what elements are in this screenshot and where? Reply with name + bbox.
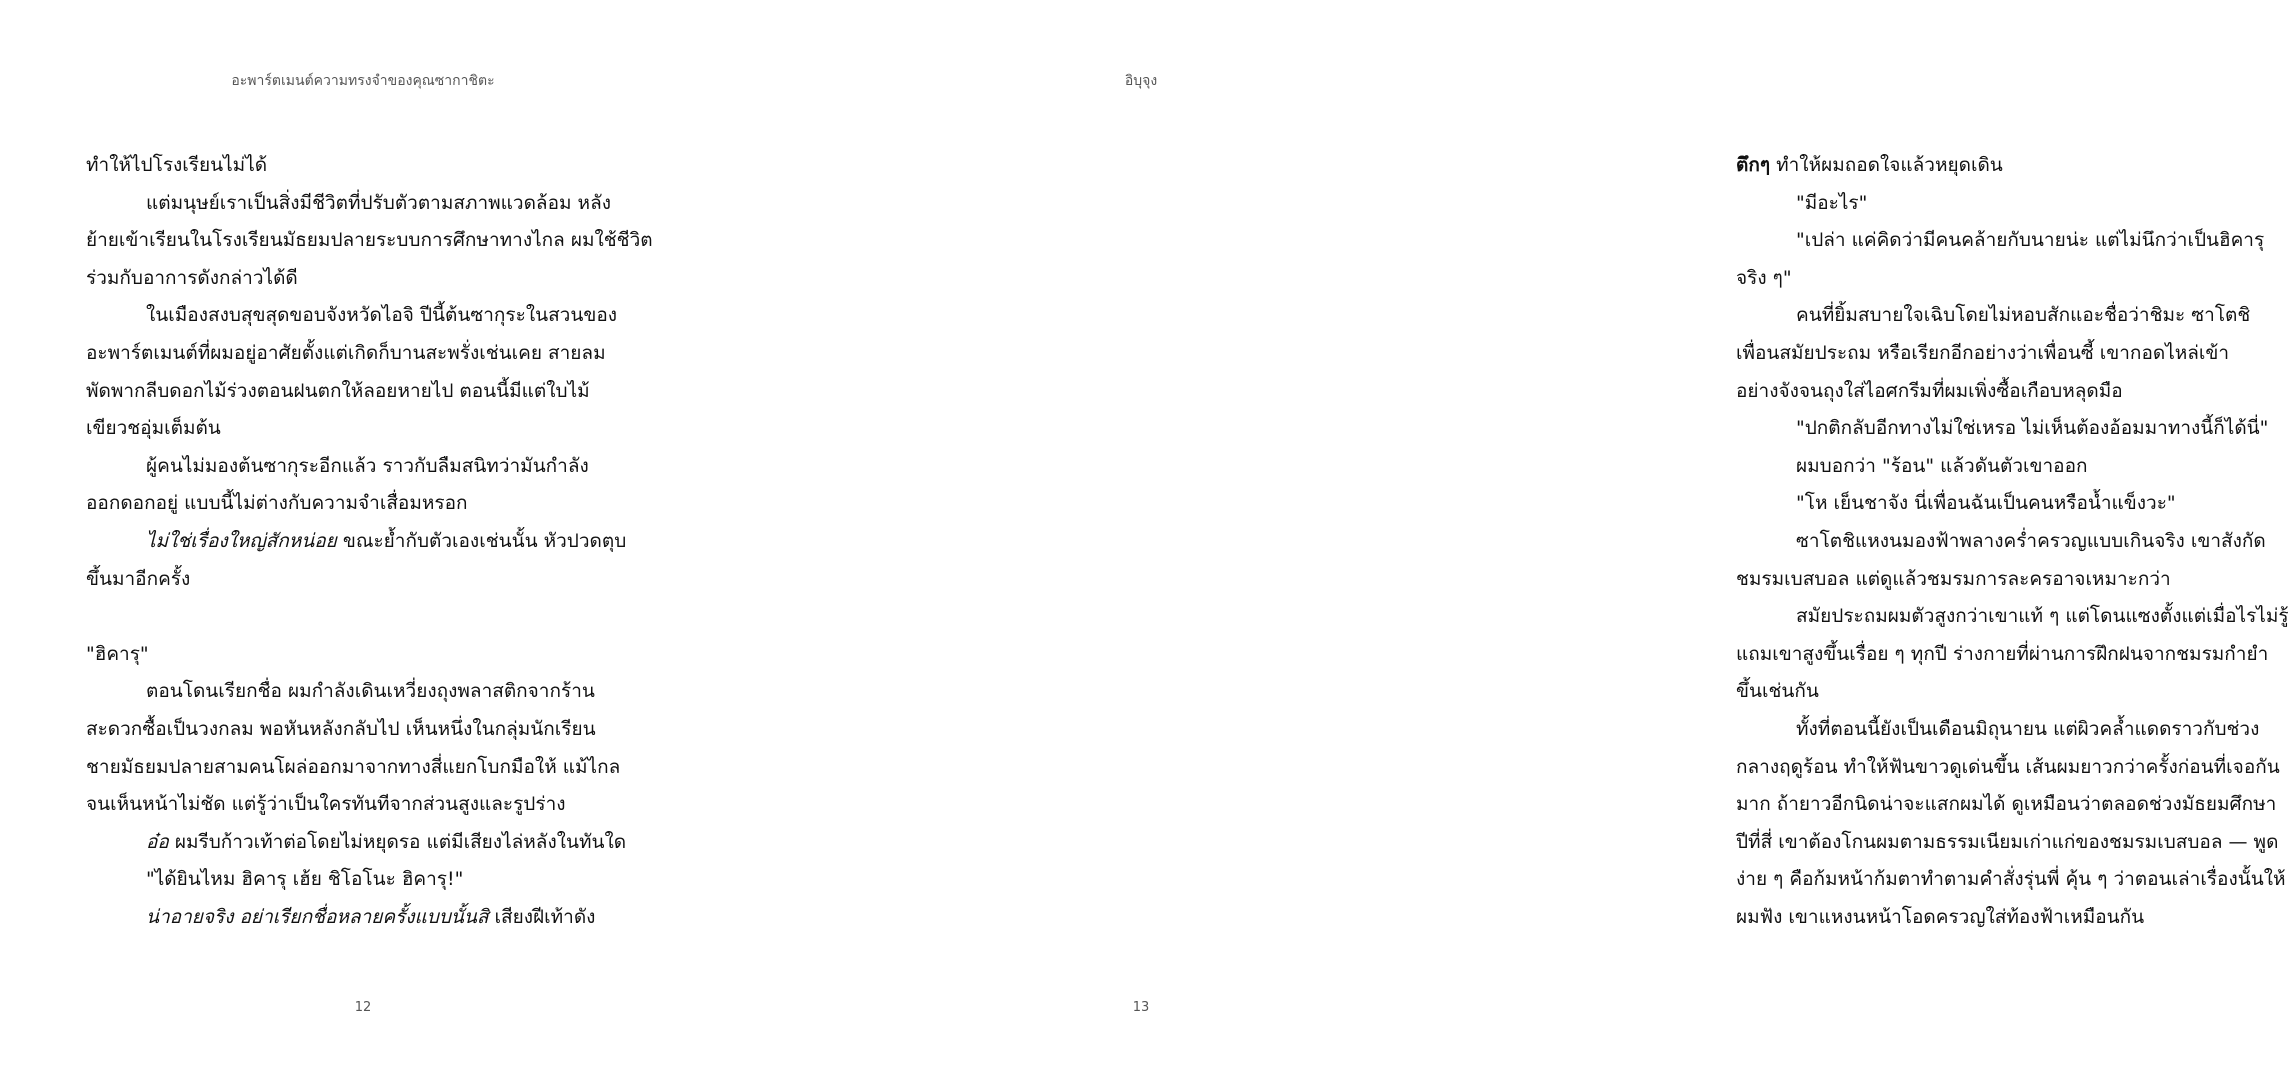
- left-page: [0, 0, 750, 1087]
- text-line: ไม่ใช่เรื่องใหญ่สักหน่อย ขณะย้ำกับตัวเองเช่นนั้น หัวปวดตุบ: [146, 529, 627, 552]
- text-line: อะพาร์ตเมนต์ที่ผมอยู่อาศัยตั้งแต่เกิดก็บานสะพรั่งเช่นเคย สายลม: [86, 341, 606, 364]
- text-line: จริง ๆ": [1736, 266, 1792, 289]
- text-line: "ปกติกลับอีกทางไม่ใช่เหรอ ไม่เห็นต้องอ้อมมาทางนี้ก็ได้นี่": [1796, 417, 2269, 440]
- text-line: "ฮิคารุ": [86, 642, 149, 665]
- text-line: ง่าย ๆ คือก้มหน้าก้มตาทำตามคำสั่งรุ่นพี่ คุ้น ๆ ว่าตอนเล่าเรื่องนั้นให้: [1736, 868, 2286, 891]
- text-line: อ๋อ ผมรีบก้าวเท้าต่อโดยไม่หยุดรอ แต่มีเสียงไล่หลังในทันใด: [146, 830, 627, 853]
- italic-thought: ไม่ใช่เรื่องใหญ่สักหน่อย: [146, 529, 337, 552]
- left-page-body: [86, 147, 653, 936]
- text-line: สมัยประถมผมตัวสูงกว่าเขาแท้ ๆ แต่โดนแซงตั้งแต่เมื่อไรไม่รู้: [1796, 605, 2289, 628]
- text-line: แต่มนุษย์เราเป็นสิ่งมีชีวิตที่ปรับตัวตามสภาพแวดล้อม หลัง: [146, 191, 611, 214]
- right-page-body: [1736, 147, 2289, 936]
- text-line: ในเมืองสงบสุขสุดขอบจังหวัดไอจิ ปีนี้ต้นซากุระในสวนของ: [146, 304, 618, 327]
- text-line: อย่างจังจนถุงใส่ไอศกรีมที่ผมเพิ่งซื้อเกือบหลุดมือ: [1736, 379, 2123, 402]
- text-line: จนเห็นหน้าไม่ชัด แต่รู้ว่าเป็นใครทันทีจากส่วนสูงและรูปร่าง: [86, 793, 566, 816]
- text-line: "โห เย็นชาจัง นี่เพื่อนฉันเป็นคนหรือน้ำแข็งวะ": [1796, 492, 2176, 515]
- text-line: ชมรมเบสบอล แต่ดูแล้วชมรมการละครอาจเหมาะกว่า: [1736, 567, 2171, 590]
- text-line: ผมบอกว่า "ร้อน" แล้วดันตัวเขาออก: [1796, 454, 2088, 477]
- text-line: ผู้คนไม่มองต้นซากุระอีกแล้ว ราวกับลืมสนิทว่ามันกำลัง: [146, 454, 589, 477]
- text-line: คนที่ยิ้มสบายใจเฉิบโดยไม่หอบสักแอะชื่อว่าชิมะ ซาโตชิ: [1796, 304, 2251, 327]
- text-line: น่าอายจริง อย่าเรียกชื่อหลายครั้งแบบนั้นสิ เสียงฝีเท้าดัง: [146, 905, 596, 928]
- text-line: ทั้งที่ตอนนี้ยังเป็นเดือนมิถุนายน แต่ผิวคล้ำแดดราวกับช่วง: [1796, 717, 2260, 740]
- text-line: พัดพากลีบดอกไม้ร่วงตอนฝนตกให้ลอยหายไป ตอนนี้มีแต่ใบไม้: [86, 379, 590, 402]
- text-line: ร่วมกับอาการดังกล่าวได้ดี: [86, 266, 298, 289]
- text-line: มาก ถ้ายาวอีกนิดน่าจะแสกผมได้ ดูเหมือนว่าตลอดช่วงมัธยมศึกษา: [1736, 793, 2277, 816]
- italic-thought: น่าอายจริง อย่าเรียกชื่อหลายครั้งแบบนั้นสิ: [146, 905, 489, 928]
- right-page: [750, 0, 2289, 1087]
- text-line: "เปล่า แค่คิดว่ามีคนคล้ายกับนายน่ะ แต่ไม่นึกว่าเป็นฮิคารุ: [1796, 229, 2265, 252]
- running-head-book-title: อะพาร์ตเมนต์ความทรงจำของคุณซากาชิตะ: [231, 73, 495, 89]
- text-line: "ได้ยินไหม ฮิคารุ เฮ้ย ชิโอโนะ ฮิคารุ!": [146, 868, 464, 891]
- text-line: เพื่อนสมัยประถม หรือเรียกอีกอย่างว่าเพื่อนซี้ เขากอดไหล่เข้า: [1736, 341, 2230, 364]
- italic-thought: อ๋อ: [146, 830, 169, 853]
- text-line: ปีที่สี่ เขาต้องโกนผมตามธรรมเนียมเก่าแก่ของชมรมเบสบอล — พูด: [1736, 830, 2279, 853]
- page-number: 13: [1132, 1000, 1150, 1015]
- text-line: ชายมัธยมปลายสามคนโผล่ออกมาจากทางสี่แยกโบกมือให้ แม้ไกล: [86, 755, 621, 778]
- text-line: กลางฤดูร้อน ทำให้ฟันขาวดูเด่นขึ้น เส้นผมยาวกว่าครั้งก่อนที่เจอกัน: [1736, 755, 2280, 778]
- text-line: ตึกๆ ทำให้ผมถอดใจแล้วหยุดเดิน: [1736, 154, 2003, 176]
- text-line: ซาโตชิแหงนมองฟ้าพลางคร่ำครวญแบบเกินจริง เขาสังกัด: [1796, 529, 2266, 552]
- text-line: ขึ้นเช่นกัน: [1736, 680, 1819, 703]
- text-line: ออกดอกอยู่ แบบนี้ไม่ต่างกับความจำเสื่อมหรอก: [86, 492, 468, 515]
- text-line: ย้ายเข้าเรียนในโรงเรียนมัธยมปลายระบบการศึกษาทางไกล ผมใช้ชีวิต: [86, 229, 653, 252]
- text-line: แถมเขาสูงขึ้นเรื่อย ๆ ทุกปี ร่างกายที่ผ่านการฝึกฝนจากชมรมกำยำ: [1736, 642, 2269, 665]
- page-number: 12: [354, 1000, 372, 1015]
- text-line: ทำให้ไปโรงเรียนไม่ได้: [86, 154, 268, 176]
- bold-sound-effect: ตึกๆ: [1736, 154, 1771, 176]
- text-line: "มีอะไร": [1796, 191, 1868, 214]
- text-line: ขึ้นมาอีกครั้ง: [86, 567, 191, 590]
- text-line: ผมฟัง เขาแหงนหน้าโอดครวญใส่ท้องฟ้าเหมือนกัน: [1736, 905, 2145, 928]
- text-line: สะดวกซื้อเป็นวงกลม พอหันหลังกลับไป เห็นหนึ่งในกลุ่มนักเรียน: [86, 717, 596, 740]
- text-line: เขียวชอุ่มเต็มต้น: [86, 417, 221, 440]
- text-line: ตอนโดนเรียกชื่อ ผมกำลังเดินเหวี่ยงถุงพลาสติกจากร้าน: [146, 680, 595, 703]
- running-head-author: อิบุจุง: [1124, 73, 1158, 89]
- section-break: [86, 598, 634, 636]
